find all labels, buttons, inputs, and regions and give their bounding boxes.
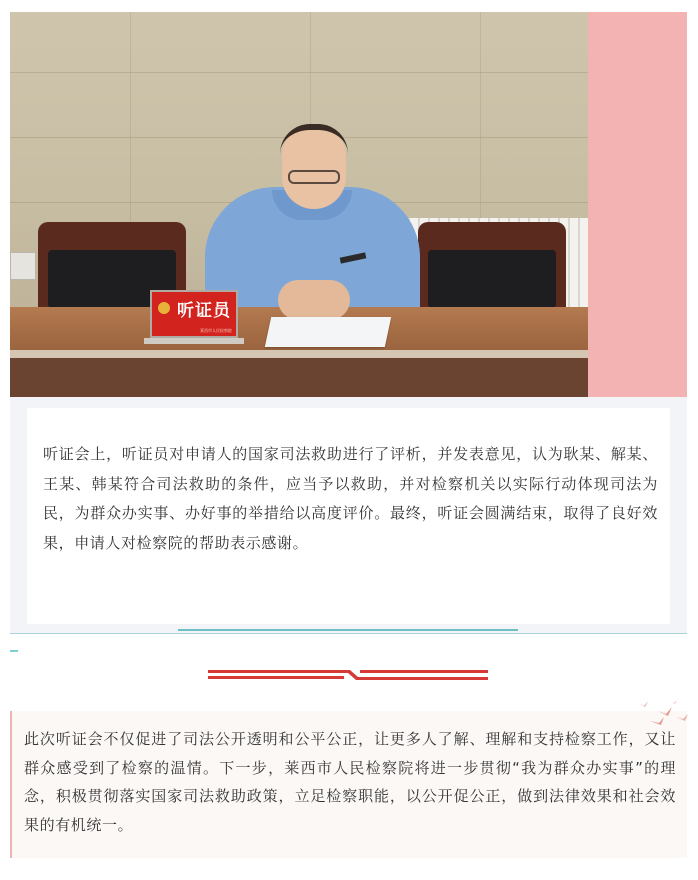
bird-flock-icon [636,697,690,727]
desk-front [10,358,588,397]
wall-tile-line [10,72,588,73]
nameplate-label: 听证员 [177,301,231,321]
hearing-photo [10,12,588,397]
documents-on-desk [265,317,391,347]
person-hands [278,280,350,320]
paragraph-next-steps: 此次听证会不仅促进了司法公开透明和公平公正，让更多人了解、理解和支持检察工作，又让群众感受到了检察的温情。下一步，莱西市人民检察院将进一步贯彻“我为群众办实事”的理念，积极贯彻落实国家司法救助政策，立足检察职能，以公开促公正，做到法律效果和社会效果的有机统一。 [24,730,676,834]
nameplate-subtext: 莱西市人民检察院 [200,328,232,333]
desk-edge [10,350,588,358]
chair-right [418,222,566,310]
national-emblem-icon [158,302,170,314]
red-ribbon-divider [208,667,488,683]
wall-outlet [10,252,36,280]
nameplate-stand [144,338,244,344]
paragraph-hearing-summary: 听证会上，听证员对申请人的国家司法救助进行了评析，并发表意见，认为耿某、解某、王某、韩某符合司法救助的条件，应当予以救助，并对检察机关以实际行动体现司法为民，为群众办实事、办好事的举措给以高度评价。最终，听证会圆满结束，取得了良好效果，申请人对检察院的帮助表示感谢。 [43,445,658,552]
pink-side-panel [588,12,687,397]
accent-rule [178,629,518,631]
nameplate [150,290,238,338]
divider-rule [10,633,687,634]
person-glasses [288,170,340,184]
divider-tick [10,650,18,652]
